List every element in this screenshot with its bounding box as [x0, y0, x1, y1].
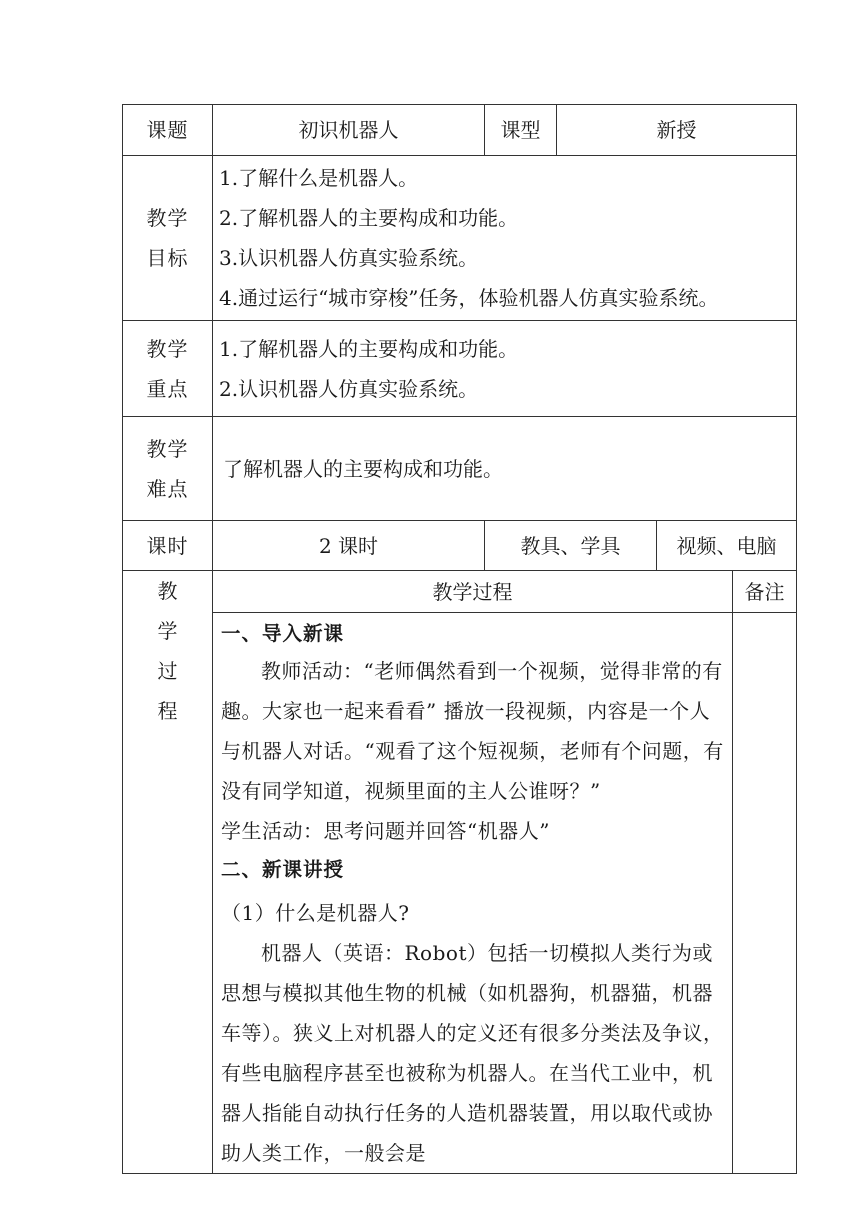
- tools-label: 教具、学具: [485, 521, 657, 571]
- remarks-cell: [733, 613, 797, 1174]
- objective-item: 4.通过运行“城市穿梭”任务，体验机器人仿真实验系统。: [219, 286, 719, 310]
- process-label-char: 程: [157, 699, 178, 723]
- objective-item: 3.认识机器人仿真实验系统。: [219, 246, 479, 270]
- key-points-label-line2: 重点: [146, 376, 189, 401]
- period-row: [123, 521, 797, 571]
- key-point-item: 2.认识机器人仿真实验系统。: [219, 376, 479, 401]
- key-points-label-line1: 教学: [146, 336, 189, 361]
- type-value: 新授: [557, 105, 797, 156]
- process-label-char: 过: [157, 659, 178, 683]
- period-value: 2 课时: [213, 521, 485, 571]
- objective-item: 1.了解什么是机器人。: [219, 166, 419, 190]
- process-content-row: [123, 613, 797, 1174]
- process-label-char: 教: [157, 579, 178, 603]
- objectives-label-line2: 目标: [146, 246, 189, 270]
- type-label: 课型: [485, 105, 557, 156]
- objectives-list: [213, 156, 797, 321]
- section-1-paragraph: 教师活动：“老师偶然看到一个视频，觉得非常的有趣。大家也一起来看看” 播放一段视频，内容是一个人与机器人对话。“观看了这个短视频，老师有个问题，有没有同学知道，视频里面的主人公谁呀？”: [221, 659, 724, 803]
- process-label: [123, 571, 213, 1174]
- section-1-student-activity: 学生活动：思考问题并回答“机器人”: [221, 819, 550, 843]
- difficulties-label-line2: 难点: [146, 476, 189, 501]
- topic-row: [123, 105, 797, 156]
- process-label-char: 学: [157, 619, 178, 643]
- remarks-header: 备注: [733, 571, 797, 613]
- difficulties-label-line1: 教学: [146, 436, 189, 461]
- section-2-title: 二、新课讲授: [221, 858, 345, 881]
- key-point-item: 1.了解机器人的主要构成和功能。: [219, 336, 519, 361]
- topic-label: 课题: [123, 105, 213, 156]
- process-content: [213, 613, 733, 1174]
- section-2-subtitle: （1）什么是机器人?: [221, 901, 410, 925]
- key-points-list: [213, 321, 797, 417]
- topic-value: 初识机器人: [213, 105, 485, 156]
- difficulties-label: [123, 417, 213, 521]
- objectives-label: [123, 156, 213, 321]
- period-label: 课时: [123, 521, 213, 571]
- lesson-plan-table: [122, 104, 797, 1174]
- section-1-title: 一、导入新课: [221, 622, 345, 645]
- difficulties-row: [123, 417, 797, 521]
- process-header: 教学过程: [213, 571, 733, 613]
- tools-value: 视频、电脑: [657, 521, 797, 571]
- objective-item: 2.了解机器人的主要构成和功能。: [219, 206, 519, 230]
- process-header-row: [123, 571, 797, 613]
- objectives-label-line1: 教学: [146, 206, 189, 230]
- section-2-paragraph: 机器人（英语：Robot）包括一切模拟人类行为或思想与模拟其他生物的机械（如机器狗，机器猫，机器车等）。狭义上对机器人的定义还有很多分类法及争议，有些电脑程序甚至也被称为机器人。在当代工业中，机器人指能自动执行任务的人造机器装置，用以取代或协助人类工作，一般会是: [221, 941, 724, 1165]
- key-points-row: [123, 321, 797, 417]
- objectives-row: [123, 156, 797, 321]
- key-points-label: [123, 321, 213, 417]
- difficulties-text: 了解机器人的主要构成和功能。: [213, 417, 797, 521]
